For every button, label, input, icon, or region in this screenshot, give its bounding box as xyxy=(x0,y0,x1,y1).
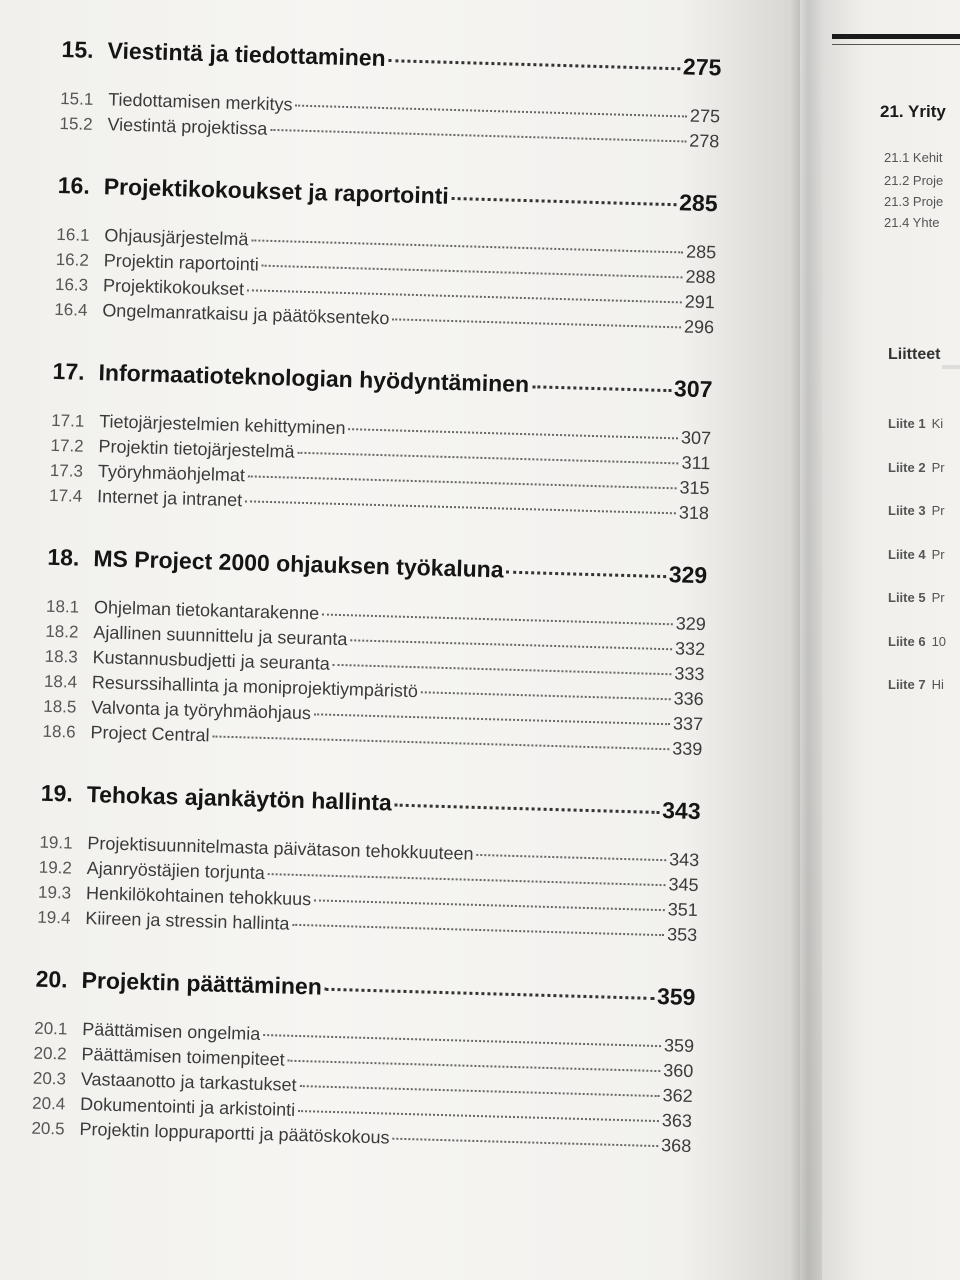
appendix-title: Pr xyxy=(931,547,945,562)
section-page-number: 336 xyxy=(673,688,705,710)
appendix-title: Pr xyxy=(931,503,945,518)
appendix-label: Liite 3 xyxy=(888,503,926,518)
section-title: Projektikokoukset xyxy=(102,275,245,300)
section-number: 20.2 xyxy=(33,1043,67,1064)
section-page-number: 363 xyxy=(661,1110,693,1132)
section-page-number: 318 xyxy=(678,502,710,524)
right-section: 21.4 Yhte xyxy=(884,215,940,230)
section-number: 17.2 xyxy=(50,435,84,456)
section-title: Projektin loppuraportti ja päätöskokous xyxy=(79,1118,390,1148)
section-number: 16.2 xyxy=(55,249,90,270)
appendix-label: Liite 7 xyxy=(888,677,926,692)
appendix-title: Ki xyxy=(931,416,944,431)
appendix-label: Liite 4 xyxy=(888,547,926,562)
dot-leader xyxy=(325,988,654,1000)
section-number: 17.3 xyxy=(49,460,84,481)
section-page-number: 311 xyxy=(681,452,711,474)
section-number: 18.2 xyxy=(45,621,79,642)
chapter-number: 20. xyxy=(35,965,69,993)
section-number: 17.4 xyxy=(48,485,83,506)
section-number: 18.6 xyxy=(42,721,76,742)
section-page-number: 333 xyxy=(674,663,705,685)
appendix-label: Liite 2 xyxy=(888,460,926,475)
section-page-number: 307 xyxy=(680,427,712,449)
dot-leader xyxy=(349,428,678,439)
section-title: Ongelmanratkaisu ja päätöksenteko xyxy=(102,300,390,329)
dot-leader xyxy=(296,105,687,118)
section-title: Dokumentointi ja arkistointi xyxy=(79,1093,296,1120)
section-number: 18.4 xyxy=(43,671,78,692)
dot-leader xyxy=(298,452,679,465)
appendix-entry xyxy=(888,460,945,475)
right-page xyxy=(822,0,960,1280)
section-title: Ajallinen suunnittelu ja seuranta xyxy=(93,622,348,650)
section-page-number: 296 xyxy=(683,316,715,338)
section-page-number: 291 xyxy=(684,291,716,313)
section-title: Project Central xyxy=(90,722,210,746)
section-title: Kiireen ja stressin hallinta xyxy=(85,908,290,934)
section-number: 18.1 xyxy=(45,596,80,617)
toc-chapter xyxy=(42,544,707,764)
appendix-label: Liite 1 xyxy=(888,416,926,431)
chapter-page-number: 307 xyxy=(673,375,713,403)
dot-leader xyxy=(333,664,672,675)
dot-leader xyxy=(262,265,683,279)
section-title: Ajanryöstäjien torjunta xyxy=(86,858,266,883)
chapter-page-number: 359 xyxy=(656,982,696,1011)
section-title: Tietojärjestelmien kehittyminen xyxy=(98,411,346,439)
chapter-number: 16. xyxy=(57,171,91,199)
dot-leader xyxy=(322,613,673,625)
dot-leader xyxy=(506,571,665,578)
right-section: 21.3 Proje xyxy=(884,194,944,209)
dot-leader xyxy=(314,713,670,725)
dot-leader xyxy=(247,289,682,303)
dot-leader xyxy=(251,239,683,253)
chapter-title: Tehokas ajankäytön hallinta xyxy=(86,780,393,816)
section-page-number: 329 xyxy=(675,613,707,635)
chapter-number: 19. xyxy=(40,779,74,807)
section-number: 19.2 xyxy=(38,857,73,878)
section-number: 20.3 xyxy=(32,1068,67,1089)
section-title: Tiedottamisen merkitys xyxy=(107,89,293,115)
toc-chapter xyxy=(59,36,722,156)
section-title: Työryhmäohjelmat xyxy=(97,461,246,486)
chapter-title: Projektikokoukset ja raportointi xyxy=(103,173,450,209)
toc-chapter xyxy=(31,966,696,1161)
chapter-title: Informaatioteknologian hyödyntäminen xyxy=(98,359,530,398)
dot-leader xyxy=(268,873,666,886)
section-page-number: 285 xyxy=(685,241,717,263)
dot-leader xyxy=(350,639,672,650)
appendix-title: Hi xyxy=(931,677,944,692)
right-section: 21.2 Proje xyxy=(884,173,944,188)
section-page-number: 337 xyxy=(672,713,704,735)
toc-chapter xyxy=(49,358,713,528)
dot-leader xyxy=(245,500,676,514)
appendix-entry xyxy=(888,677,944,692)
appendix-entry xyxy=(888,416,943,431)
dot-leader xyxy=(213,735,670,750)
section-title: Päättämisen ongelmia xyxy=(82,1018,261,1044)
appendix-title: Pr xyxy=(931,460,945,475)
dot-leader xyxy=(263,1034,661,1047)
chapter-heading xyxy=(47,544,708,596)
dot-leader xyxy=(452,197,677,206)
dot-leader xyxy=(421,691,671,700)
appendix-title: 10 xyxy=(931,634,947,649)
section-number: 19.1 xyxy=(39,832,73,853)
section-number: 18.5 xyxy=(43,696,77,717)
right-section: 21.1 Kehit xyxy=(884,150,943,165)
chapter-heading xyxy=(61,36,722,88)
chapter-number: 17. xyxy=(52,357,85,385)
toc-chapter xyxy=(37,780,701,950)
section-title: Henkilökohtainen tehokkuus xyxy=(85,883,312,910)
chapter-title: Projektin päättäminen xyxy=(81,966,323,1000)
appendix-heading: Liitteet xyxy=(888,346,941,363)
section-number: 20.1 xyxy=(34,1018,68,1039)
appendix-label: Liite 5 xyxy=(888,590,926,605)
section-number: 15.1 xyxy=(59,88,94,109)
dot-leader xyxy=(288,1060,661,1072)
appendix-entry xyxy=(888,590,945,605)
section-page-number: 332 xyxy=(674,638,706,660)
section-title: Viestintä projektissa xyxy=(107,114,268,139)
right-chapter-title: 21. Yrity xyxy=(880,102,946,121)
dot-leader xyxy=(389,59,680,70)
chapter-page-number: 285 xyxy=(678,189,718,217)
section-number: 20.4 xyxy=(31,1093,66,1114)
section-page-number: 362 xyxy=(662,1085,693,1107)
section-title: Internet ja intranet xyxy=(96,486,243,511)
section-page-number: 368 xyxy=(660,1135,692,1156)
dot-leader xyxy=(392,318,681,328)
dot-leader xyxy=(314,899,665,911)
dot-leader xyxy=(248,475,677,489)
chapter-heading xyxy=(35,966,696,1018)
chapter-heading xyxy=(57,172,718,224)
dot-leader xyxy=(270,129,686,143)
toc-chapter xyxy=(54,172,718,342)
chapter-heading xyxy=(40,780,701,832)
appendix-title: Pr xyxy=(931,590,945,605)
section-number: 19.4 xyxy=(37,907,71,928)
section-number: 17.1 xyxy=(50,410,85,431)
dot-leader xyxy=(298,1110,659,1122)
section-page-number: 339 xyxy=(672,738,703,760)
section-title: Ohjausjärjestelmä xyxy=(104,225,249,250)
section-number: 16.3 xyxy=(54,274,89,295)
section-title: Vastaanotto ja tarkastukset xyxy=(80,1068,297,1095)
section-title: Ohjelman tietokantarakenne xyxy=(93,597,320,624)
dot-leader xyxy=(300,1085,660,1097)
section-title: Projektisuunnitelmasta päivätason tehokkuuteen xyxy=(87,833,474,864)
chapter-title: MS Project 2000 ohjauksen työkaluna xyxy=(93,545,504,583)
section-page-number: 345 xyxy=(668,874,699,896)
chapter-heading xyxy=(52,358,713,410)
chapter-page-number: 329 xyxy=(668,561,708,589)
section-title: Projektin raportointi xyxy=(103,250,260,275)
header-rule-thin xyxy=(832,44,960,45)
section-number: 16.4 xyxy=(54,299,88,320)
appendix-label: Liite 6 xyxy=(888,634,926,649)
section-page-number: 351 xyxy=(667,899,699,921)
chapter-title: Viestintä ja tiedottaminen xyxy=(107,37,387,72)
appendix-entry xyxy=(888,547,945,562)
section-title: Päättämisen toimenpiteet xyxy=(81,1043,285,1070)
appendix-entry xyxy=(888,634,946,649)
section-title: Resurssihallinta ja moniprojektiympäristö xyxy=(91,672,419,702)
header-rule xyxy=(832,34,960,39)
chapter-number: 18. xyxy=(47,543,80,571)
section-title: Projektin tietojärjestelmä xyxy=(98,436,295,462)
section-number: 19.3 xyxy=(37,882,72,903)
section-title: Kustannusbudjetti ja seuranta xyxy=(92,647,331,674)
dot-leader xyxy=(395,804,660,814)
section-number: 15.2 xyxy=(59,113,93,134)
print-shadow xyxy=(942,365,960,369)
table-of-contents xyxy=(30,36,722,1195)
dot-leader xyxy=(477,854,667,861)
section-number: 18.3 xyxy=(44,646,79,667)
dot-leader xyxy=(393,1138,659,1147)
dot-leader xyxy=(292,924,664,936)
dot-leader xyxy=(532,385,671,392)
chapter-page-number: 343 xyxy=(661,797,701,825)
section-page-number: 315 xyxy=(679,477,710,499)
section-page-number: 359 xyxy=(663,1035,695,1057)
section-page-number: 288 xyxy=(685,266,716,288)
appendix-entry xyxy=(888,503,945,518)
section-number: 16.1 xyxy=(56,224,90,245)
section-title: Valvonta ja työryhmäohjaus xyxy=(90,697,312,724)
section-page-number: 343 xyxy=(668,849,700,871)
chapter-number: 15. xyxy=(61,36,94,63)
chapter-page-number: 275 xyxy=(682,53,722,81)
section-page-number: 275 xyxy=(689,105,721,127)
section-number: 20.5 xyxy=(31,1118,65,1139)
section-page-number: 360 xyxy=(663,1060,694,1082)
section-page-number: 353 xyxy=(666,924,698,946)
section-page-number: 278 xyxy=(688,130,720,152)
